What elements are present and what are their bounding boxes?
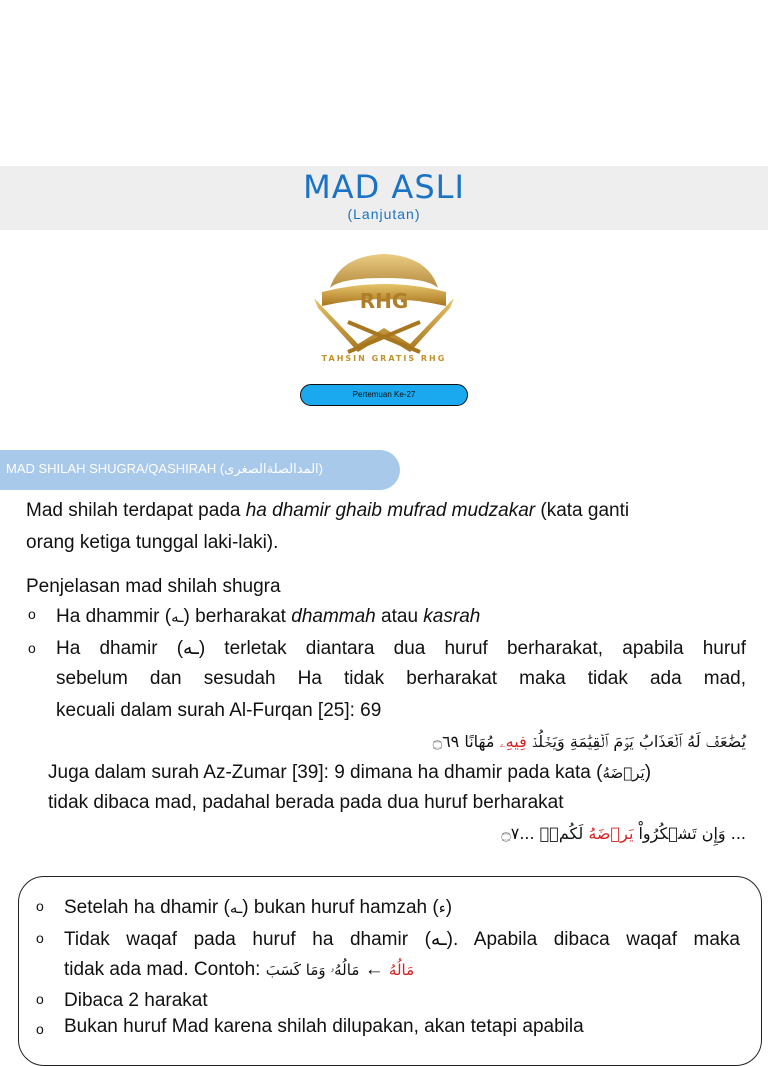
rule-2-line-2: tidak ada mad. Contoh: مَالُهُ ← مَالُهُۥ وَمَا كَسَبَ <box>64 959 415 980</box>
rule-1: Setelah ha dhamir (ـه) bukan huruf hamzah (ء) <box>64 897 453 918</box>
verse-zumar-7: ... وَإِن تَشۡكُرُواْ يَرۡضَهُ لَكُمۡۗ ...۝٧ <box>501 824 746 843</box>
svg-text:RHG: RHG <box>359 289 409 313</box>
explanation-heading: Penjelasan mad shilah shugra <box>26 576 281 597</box>
zumar-line-2: tidak dibaca mad, padahal berada pada dua huruf berharakat <box>48 792 564 813</box>
explanation-bullet-2-line-3: kecuali dalam surah Al-Furqan [25]: 69 <box>56 700 382 721</box>
intro-line-1: Mad shilah terdapat pada ha dhamir ghaib mufrad mudzakar (kata ganti <box>26 500 630 521</box>
explanation-bullet-2-line-2: sebelum dan sesudah Ha tidak berharakat maka tidak ada mad, <box>56 668 746 689</box>
meeting-badge: Pertemuan Ke-27 <box>300 384 468 406</box>
logo-caption: TAHSIN GRATIS RHG <box>321 354 447 363</box>
intro-line-2: orang ketiga tunggal laki-laki). <box>26 532 279 553</box>
zumar-line-1: Juga dalam surah Az-Zumar [39]: 9 dimana ha dhamir pada kata (يَرۡضَهُ) <box>48 762 652 783</box>
section-tab <box>0 450 400 490</box>
rule-4-partial: Bukan huruf Mad karena shilah dilupakan, akan tetapi apabila <box>64 1016 584 1037</box>
title-band <box>0 166 768 230</box>
page-subtitle: (Lanjutan) <box>347 206 421 222</box>
bullet-circle: o <box>36 1021 44 1037</box>
rule-2-line-1: Tidak waqaf pada huruf ha dhamir (ـه). Apabila dibaca waqaf maka <box>64 929 740 950</box>
explanation-bullet-2-line-1: Ha dhamir (ـه) terletak diantara dua huruf berharakat, apabila huruf <box>56 638 747 659</box>
bullet-circle: o <box>28 606 36 622</box>
verse-furqan-69: يُضَٰعَفۡ لَهُ ٱلۡعَذَابُ يَوۡمَ ٱلۡقِيَٰمَةِ وَيَخۡلُدۡ فِيهِۦ مُهَانًا ۝٦٩ <box>432 732 746 751</box>
bullet-circle: o <box>36 898 44 914</box>
page-title: MAD ASLI <box>303 168 465 206</box>
bullet-circle: o <box>36 991 44 1007</box>
bullet-circle: o <box>28 640 36 656</box>
rule-3: Dibaca 2 harakat <box>64 990 208 1011</box>
bullet-circle: o <box>36 930 44 946</box>
explanation-bullet-1: Ha dhammir (ـه) berharakat dhammah atau kasrah <box>56 606 481 627</box>
section-label: MAD SHILAH SHUGRA/QASHIRAH (المدالصلةالصغرى) <box>6 461 323 476</box>
